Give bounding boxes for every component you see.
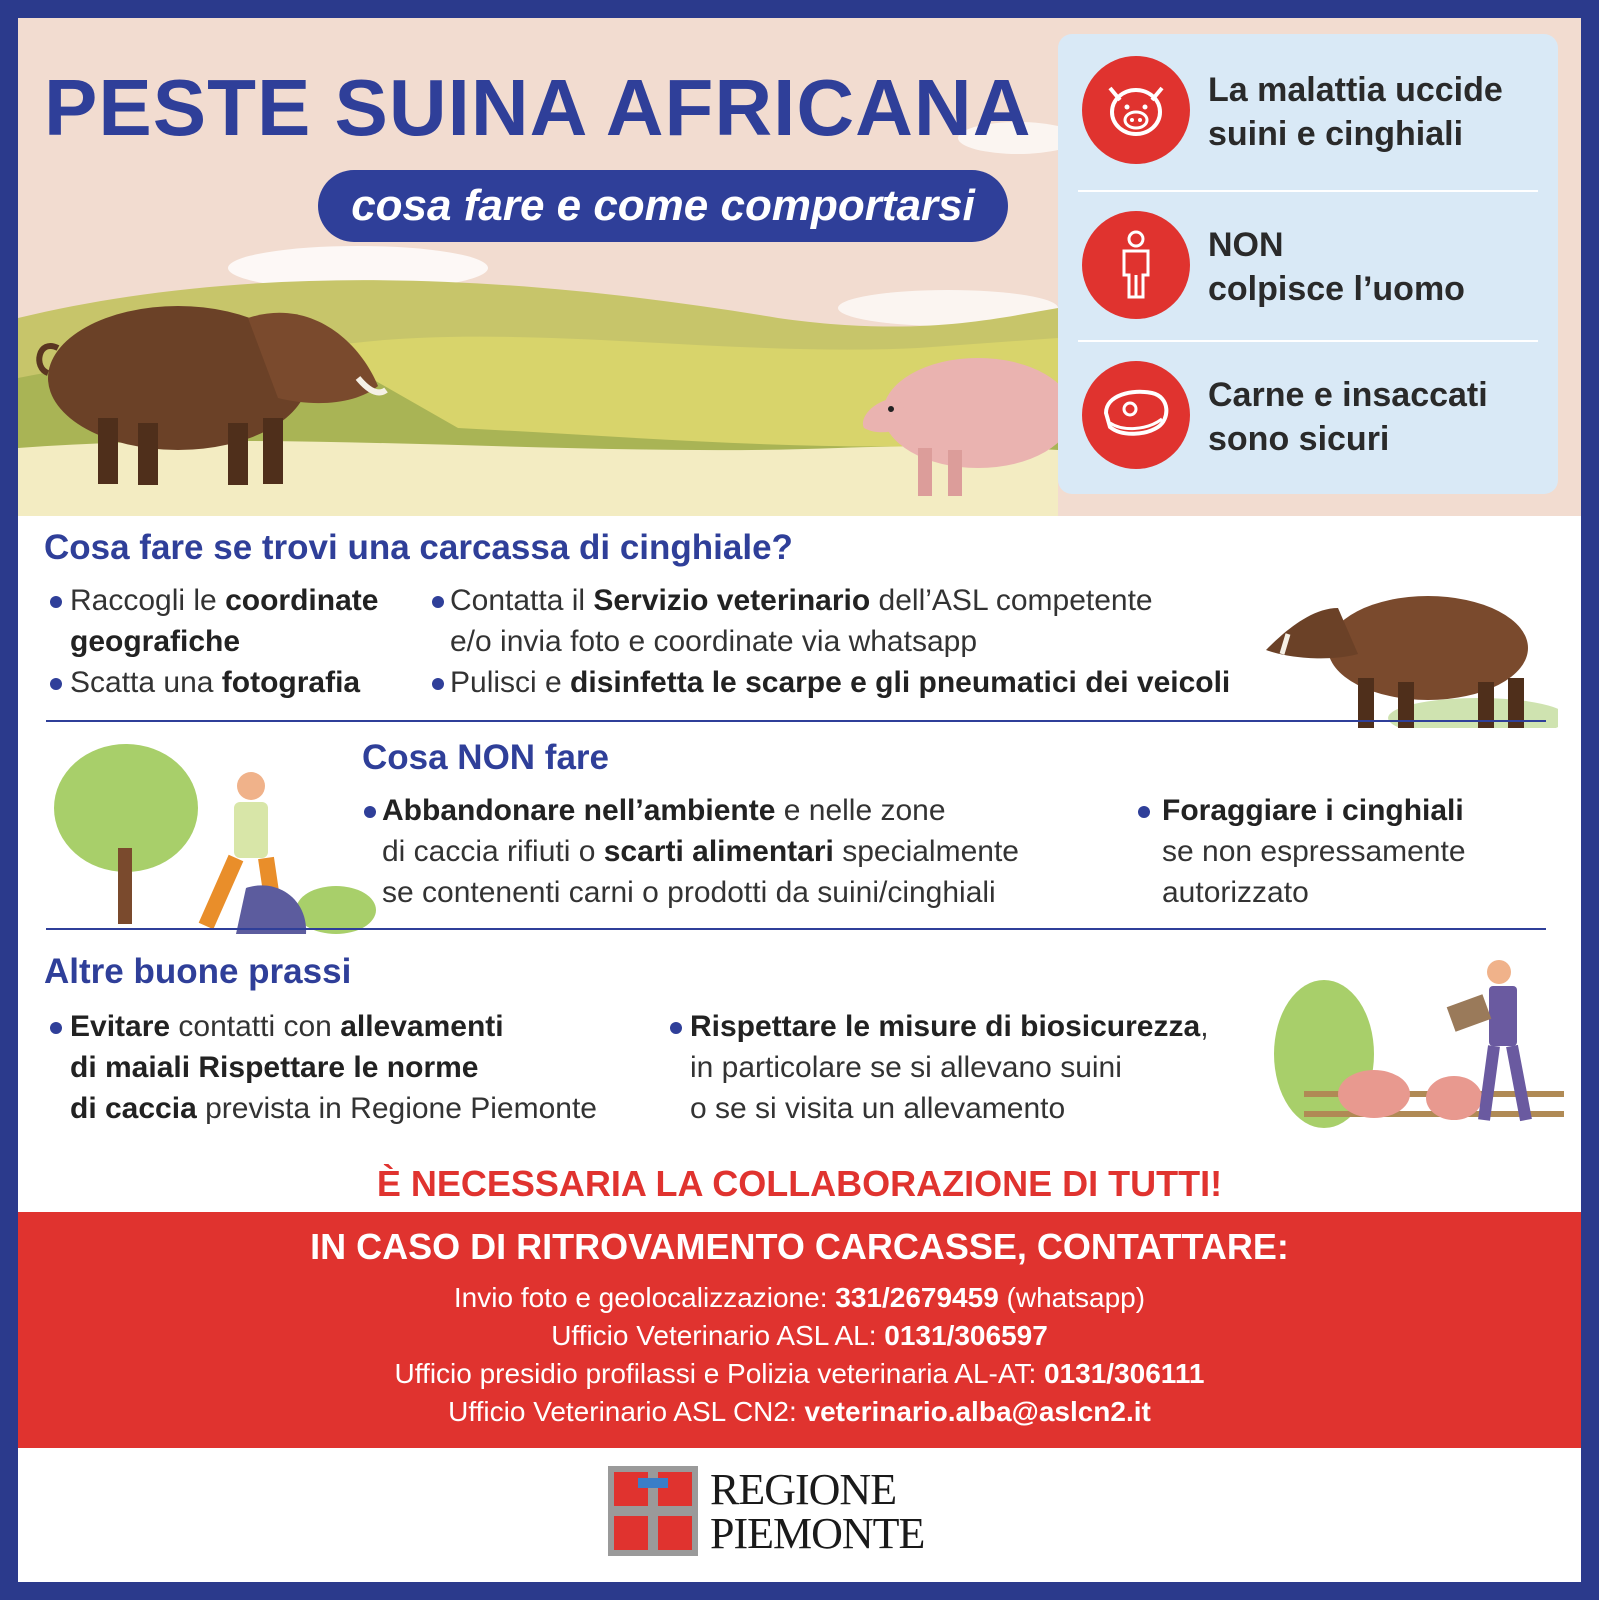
list-item	[1162, 790, 1466, 913]
poster-subtitle: cosa fare e come comportarsi	[318, 170, 1008, 242]
fact-text	[1208, 223, 1465, 311]
item-text: se contenenti carni o prodotti da suini/cinghiali	[382, 876, 996, 909]
fact-line: sono sicuri	[1208, 420, 1390, 458]
contact-line-asl-al	[18, 1320, 1581, 1352]
wild-boar-illustration	[1258, 558, 1558, 728]
fact-text	[1208, 68, 1503, 156]
bullet	[364, 806, 376, 818]
bullet	[432, 596, 444, 608]
bullet	[50, 1022, 62, 1034]
item-bold: Rispettare le misure di biosicurezza	[690, 1010, 1201, 1043]
section-title-found-carcass: Cosa fare se trovi una carcassa di cinghiale?	[44, 528, 793, 567]
fact-line: suini e cinghiali	[1208, 115, 1464, 153]
item-text: o se si visita un allevamento	[690, 1092, 1066, 1125]
item-bold: allevamenti	[340, 1010, 504, 1043]
fact-line: Carne e insaccati	[1208, 376, 1488, 414]
item-bold: fotografia	[221, 666, 361, 699]
item-bold: Foraggiare i cinghiali	[1162, 794, 1464, 827]
poster	[18, 18, 1581, 1582]
bullet	[670, 1022, 682, 1034]
section-title-good-practices: Altre buone prassi	[44, 952, 352, 991]
logo-text-line: PIEMONTE	[710, 1509, 925, 1558]
item-bold: Servizio veterinario	[593, 584, 871, 617]
item-text: Scatta una	[70, 666, 222, 699]
item-text: autorizzato	[1162, 876, 1309, 909]
contact-phone[interactable]: 331/2679459	[835, 1282, 999, 1313]
item-text: dell’ASL competente	[870, 584, 1153, 617]
contact-email[interactable]: veterinario.alba@aslcn2.it	[804, 1396, 1151, 1427]
item-bold: scarti alimentari	[603, 835, 834, 868]
poster-title: PESTE SUINA AFRICANA	[44, 63, 1032, 152]
key-facts-panel	[1058, 34, 1558, 494]
farmer-feeding-pigs-illustration	[1264, 944, 1564, 1130]
item-text: prevista in Regione Piemonte	[196, 1092, 597, 1125]
item-text: Contatta il	[450, 584, 594, 617]
divider	[46, 720, 1546, 722]
contact-line-al-at	[18, 1358, 1581, 1390]
fact-disease-kills-pigs	[1058, 34, 1558, 174]
regione-piemonte-logo	[608, 1464, 928, 1560]
item-bold: di caccia	[70, 1092, 197, 1125]
fact-meat-is-safe	[1058, 339, 1558, 479]
item-text: specialmente	[833, 835, 1019, 868]
item-text: Raccogli le	[70, 584, 226, 617]
fact-line: NON	[1208, 226, 1284, 264]
fact-text	[1208, 373, 1488, 461]
pig-icon	[1082, 56, 1190, 164]
contact-label: Ufficio presidio profilassi e Polizia veterinaria AL-AT:	[394, 1358, 1045, 1389]
contact-panel	[18, 1212, 1581, 1448]
regione-piemonte-emblem-icon	[608, 1466, 698, 1556]
contact-suffix: (whatsapp)	[998, 1282, 1146, 1313]
contact-phone[interactable]: 0131/306597	[884, 1320, 1048, 1351]
item-text: contatti con	[170, 1010, 341, 1043]
list-item	[450, 580, 1153, 662]
item-text: e nelle zone	[775, 794, 946, 827]
list-item	[690, 1006, 1209, 1129]
hero-banner	[18, 18, 1581, 516]
bullet	[50, 678, 62, 690]
littering-illustration	[46, 738, 376, 934]
item-bold: coordinate	[225, 584, 379, 617]
collaboration-slogan: È NECESSARIA LA COLLABORAZIONE DI TUTTI!	[376, 1163, 1223, 1204]
bullet	[50, 596, 62, 608]
contact-line-whatsapp	[18, 1282, 1581, 1314]
list-item	[70, 580, 378, 662]
item-bold: Abbandonare nell’ambiente	[382, 794, 776, 827]
item-text: in particolare se si allevano suini	[690, 1051, 1122, 1084]
list-item	[450, 662, 1230, 703]
person-icon	[1082, 211, 1190, 319]
item-text: ,	[1200, 1010, 1209, 1043]
meat-icon	[1082, 361, 1190, 469]
contact-phone[interactable]: 0131/306111	[1044, 1358, 1205, 1389]
item-text: e/o invia foto e coordinate via whatsapp	[450, 625, 978, 658]
item-text: se non espressamente	[1162, 835, 1466, 868]
list-item	[70, 1006, 597, 1129]
bullet	[432, 678, 444, 690]
list-item	[382, 790, 1019, 913]
item-text: Pulisci e	[450, 666, 571, 699]
divider	[46, 928, 1546, 930]
contact-label: Invio foto e geolocalizzazione:	[453, 1282, 836, 1313]
item-bold: Evitare	[70, 1010, 171, 1043]
item-bold: disinfetta le scarpe e gli pneumatici dei veicoli	[570, 666, 1231, 699]
list-item	[70, 662, 360, 703]
bullet	[1138, 806, 1150, 818]
contact-label: Ufficio Veterinario ASL CN2:	[448, 1396, 805, 1427]
item-bold: di maiali Rispettare le norme	[70, 1051, 479, 1084]
contact-line-asl-cn2	[18, 1396, 1581, 1428]
fact-line: La malattia uccide	[1208, 71, 1503, 109]
contact-title: IN CASO DI RITROVAMENTO CARCASSE, CONTATTARE:	[310, 1226, 1289, 1267]
fact-not-affects-humans	[1058, 189, 1558, 329]
logo-text-line: REGIONE	[710, 1465, 897, 1514]
section-title-what-not-to-do: Cosa NON fare	[362, 738, 610, 777]
item-bold: geografiche	[70, 625, 241, 658]
fact-line: colpisce l’uomo	[1208, 270, 1465, 308]
item-text: di caccia rifiuti o	[382, 835, 604, 868]
contact-label: Ufficio Veterinario ASL AL:	[551, 1320, 885, 1351]
